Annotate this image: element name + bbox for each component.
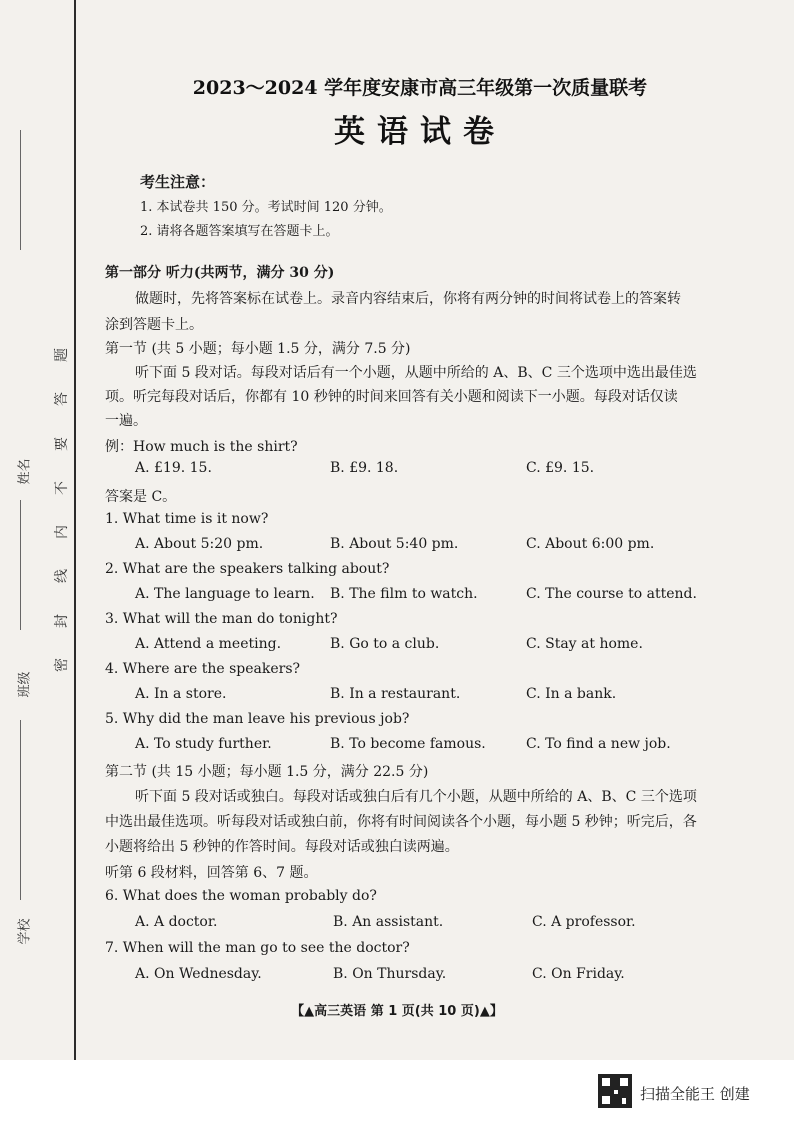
example-option: A. £19. 15. [135, 460, 212, 476]
option: A. A doctor. [135, 914, 218, 930]
question: 1. What time is it now? [105, 511, 269, 527]
option: B. The film to watch. [330, 586, 478, 602]
question: 2. What are the speakers talking about? [105, 561, 390, 577]
option: B. In a restaurant. [330, 686, 461, 702]
option: A. The language to learn. [135, 586, 315, 602]
notice-item: 1. 本试卷共 150 分。考试时间 120 分钟。 [140, 200, 392, 215]
example-answer: 答案是 C。 [105, 489, 177, 505]
notice-item: 2. 请将各题答案填写在答题卡上。 [140, 224, 339, 239]
seal-char: 内 [54, 525, 70, 540]
section1-instructions: 听下面 5 段对话。每段对话后有一个小题，从题中所给的 A、B、C 三个选项中选出最佳选 [135, 365, 697, 381]
option: A. Attend a meeting. [135, 636, 282, 652]
school-blank-line [20, 720, 21, 900]
scanner-watermark: 扫描全能王 创建 [640, 1085, 750, 1103]
question: 5. Why did the man leave his previous job? [105, 711, 410, 727]
option: B. About 5:40 pm. [330, 536, 459, 552]
seal-char: 密 [54, 657, 70, 672]
exam-title: 2023～2024 学年度安康市高三年级第一次质量联考 [192, 77, 648, 99]
seal-char: 线 [54, 569, 70, 584]
example-question: 例：How much is the shirt? [105, 439, 298, 455]
option: C. About 6:00 pm. [526, 536, 655, 552]
class-label: 班级 [17, 671, 33, 698]
question: 7. When will the man go to see the doctor? [105, 940, 410, 956]
option: C. On Friday. [532, 966, 625, 982]
example-option: B. £9. 18. [330, 460, 399, 476]
school-label: 学校 [17, 918, 33, 945]
part1-intro-line: 做题时，先将答案标在试卷上。录音内容结束后，你将有两分钟的时间将试卷上的答案转 [135, 291, 681, 307]
section2-instructions: 听下面 5 段对话或独白。每段对话或独白后有几个小题，从题中所给的 A、B、C 三个选项 [135, 789, 697, 805]
seal-char: 封 [54, 613, 70, 628]
part1-intro-line: 涂到答题卡上。 [105, 317, 203, 333]
option: C. Stay at home. [526, 636, 643, 652]
seal-char: 不 [54, 480, 70, 495]
seal-char: 题 [54, 348, 70, 362]
class-blank-line [20, 500, 21, 630]
page-footer: 【▲高三英语 第 1 页(共 10 页)▲】 [291, 1004, 503, 1019]
name-label: 姓名 [17, 458, 33, 485]
section2-heading: 第二节 (共 15 小题；每小题 1.5 分，满分 22.5 分) [105, 764, 429, 780]
option: C. A professor. [532, 914, 636, 930]
qr-code-icon [598, 1074, 632, 1108]
seal-line-text [52, 345, 70, 675]
option: A. On Wednesday. [135, 966, 262, 982]
example-option: C. £9. 15. [526, 460, 595, 476]
part1-heading: 第一部分 听力(共两节，满分 30 分) [105, 265, 335, 281]
seal-char: 要 [54, 436, 70, 451]
question: 3. What will the man do tonight? [105, 611, 338, 627]
name-blank-line [20, 130, 21, 250]
question: 4. Where are the speakers? [105, 661, 301, 677]
material-6-heading: 听第 6 段材料，回答第 6、7 题。 [105, 865, 318, 881]
option: A. In a store. [135, 686, 227, 702]
option: C. To find a new job. [526, 736, 671, 752]
option: B. An assistant. [333, 914, 444, 930]
option: A. To study further. [135, 736, 272, 752]
option: A. About 5:20 pm. [135, 536, 264, 552]
section1-instructions: 一遍。 [105, 413, 147, 429]
section1-heading: 第一节 (共 5 小题；每小题 1.5 分，满分 7.5 分) [105, 341, 411, 357]
section2-instructions: 中选出最佳选项。听每段对话或独白前，你将有时间阅读各个小题，每小题 5 秒钟；听完后，各 [105, 814, 697, 830]
option: C. The course to attend. [526, 586, 697, 602]
question: 6. What does the woman probably do? [105, 888, 377, 904]
option: B. To become famous. [330, 736, 486, 752]
section2-instructions: 小题将给出 5 秒钟的作答时间。每段对话或独白读两遍。 [105, 839, 459, 855]
subject-title: 英语试卷 [334, 114, 506, 150]
option: B. Go to a club. [330, 636, 440, 652]
binding-line [74, 0, 76, 1060]
section1-instructions: 项。听完每段对话后，你都有 10 秒钟的时间来回答有关小题和阅读下一小题。每段对话仅读 [105, 389, 678, 405]
option: B. On Thursday. [333, 966, 447, 982]
option: C. In a bank. [526, 686, 617, 702]
notice-heading: 考生注意： [140, 173, 216, 191]
seal-char: 答 [54, 392, 70, 407]
